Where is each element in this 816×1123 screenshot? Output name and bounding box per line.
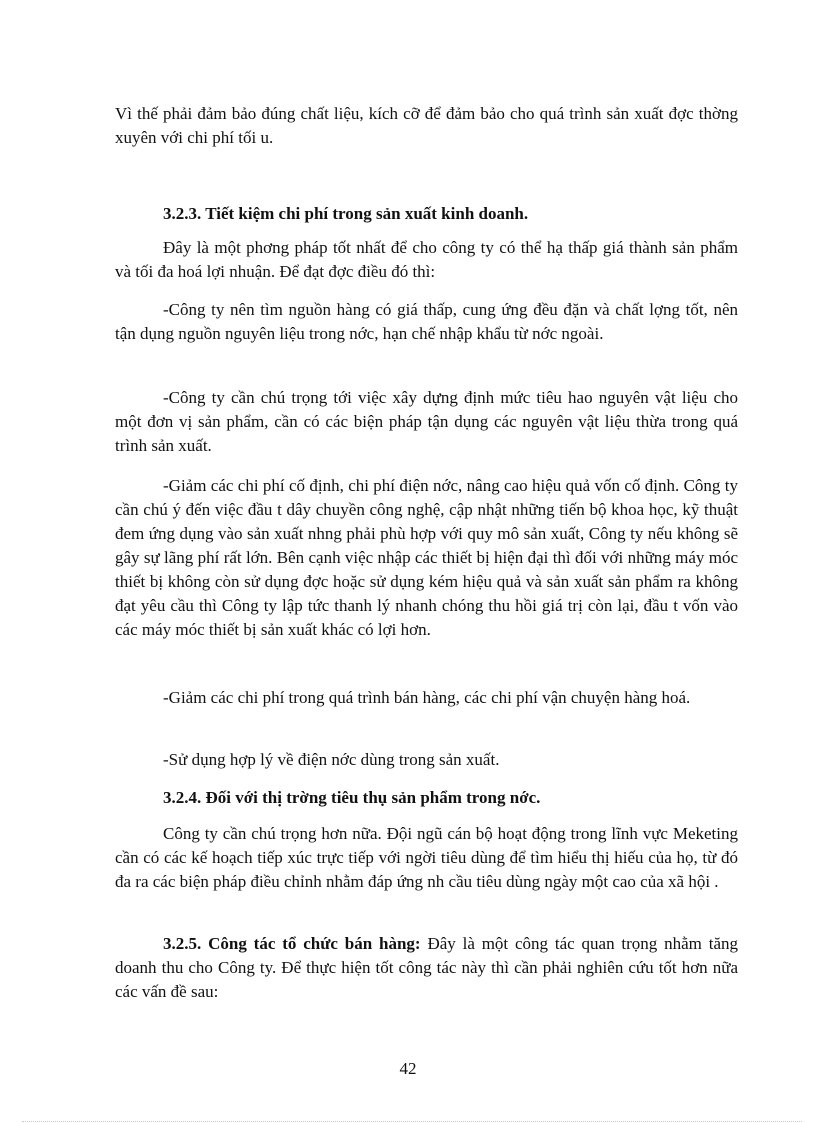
paragraph-market — [115, 822, 738, 894]
paragraph-text: Đây là một phơng pháp tốt nhất để cho công ty có thể hạ thấp giá thành sản phẩm và tối đa hoá lợi nhuận. Để đạt đợc điều đó thì: — [115, 238, 738, 281]
paragraph-text — [115, 932, 738, 1004]
paragraph-intro-cost-saving — [115, 236, 738, 284]
paragraph-fixed-costs — [115, 474, 738, 642]
paragraph-text: -Giảm các chi phí cố định, chi phí điện nớc, nâng cao hiệu quả vốn cố định. Công ty cần chú ý đến việc đầu t dây chuyền công nghệ, cập nhật những tiến bộ khoa học, kỹ thuật đem ứng dụng vào sản xuất nhng phải phù hợp với quy mô sản xuất, Công ty nếu không sẽ gây sự lãng phí rất lớn. Bên cạnh việc nhập các thiết bị hiện đại thì đối với những máy móc thiết bị không còn sử dụng đợc hoặc sử dụng kém hiệu quả và sản xuất sản phẩm ra không đạt yêu cầu thì Công ty lập tức thanh lý nhanh chóng thu hồi giá trị còn lại, đầu t vốn vào các máy móc thiết bị sản xuất khác có lợi hơn. — [115, 476, 738, 639]
paragraph-utilities — [115, 748, 738, 772]
paragraph-sourcing — [115, 298, 738, 346]
paragraph-text: Công ty cần chú trọng hơn nữa. Đội ngũ cán bộ hoạt động trong lĩnh vực Meketing cần có các kế hoạch tiếp xúc trực tiếp với ngời tiêu dùng để tìm hiểu thị hiếu của họ, từ đó đa ra các biện pháp điều chỉnh nhằm đáp ứng nh cầu tiêu dùng ngày một cao của xã hội . — [115, 824, 738, 891]
heading-text: 3.2.4. Đối với thị trờng tiêu thụ sản phẩm trong nớc. — [163, 788, 541, 807]
paragraph-text: -Công ty cần chú trọng tới việc xây dựng định mức tiêu hao nguyên vật liệu cho một đơn vị sản phẩm, cần có các biện pháp tận dụng các nguyên vật liệu thừa trong quá trình sản xuất. — [115, 388, 738, 455]
inline-body-text: Đây là một công tác quan trọng nhằm tăng doanh thu cho Công ty. Để thực hiện tốt công tác này thì cần phải nghiên cứu tốt hơn nữa các vấn đề sau: — [115, 934, 739, 1001]
paragraph-material-norms — [115, 386, 738, 458]
heading-text: 3.2.3. Tiết kiệm chi phí trong sản xuất kinh doanh. — [163, 204, 529, 223]
page-bottom-border — [22, 1121, 802, 1122]
paragraph-text: -Giảm các chi phí trong quá trình bán hàng, các chi phí vận chuyện hàng hoá. — [163, 688, 691, 707]
paragraph-text: -Sử dụng hợp lý về điện nớc dùng trong sản xuất. — [163, 750, 500, 769]
paragraph-continuation — [115, 102, 738, 150]
paragraph-sales-organization — [115, 932, 738, 1004]
paragraph-text: -Công ty nên tìm nguồn hàng có giá thấp, cung ứng đều đặn và chất lợng tốt, nên tận dụng nguồn nguyên liệu trong nớc, hạn chế nhập khẩu từ nớc ngoài. — [115, 300, 738, 343]
paragraph-sales-costs — [115, 686, 738, 710]
inline-heading-3-2-5: 3.2.5. Công tác tổ chức bán hàng: — [163, 934, 421, 953]
page-number: 42 — [399, 1059, 417, 1078]
section-heading-3-2-3 — [115, 202, 738, 226]
section-heading-3-2-4 — [115, 786, 738, 810]
paragraph-text: Vì thế phải đảm bảo đúng chất liệu, kích cỡ để đảm bảo cho quá trình sản xuất đợc thờng xuyên với chi phí tối u. — [115, 104, 738, 147]
